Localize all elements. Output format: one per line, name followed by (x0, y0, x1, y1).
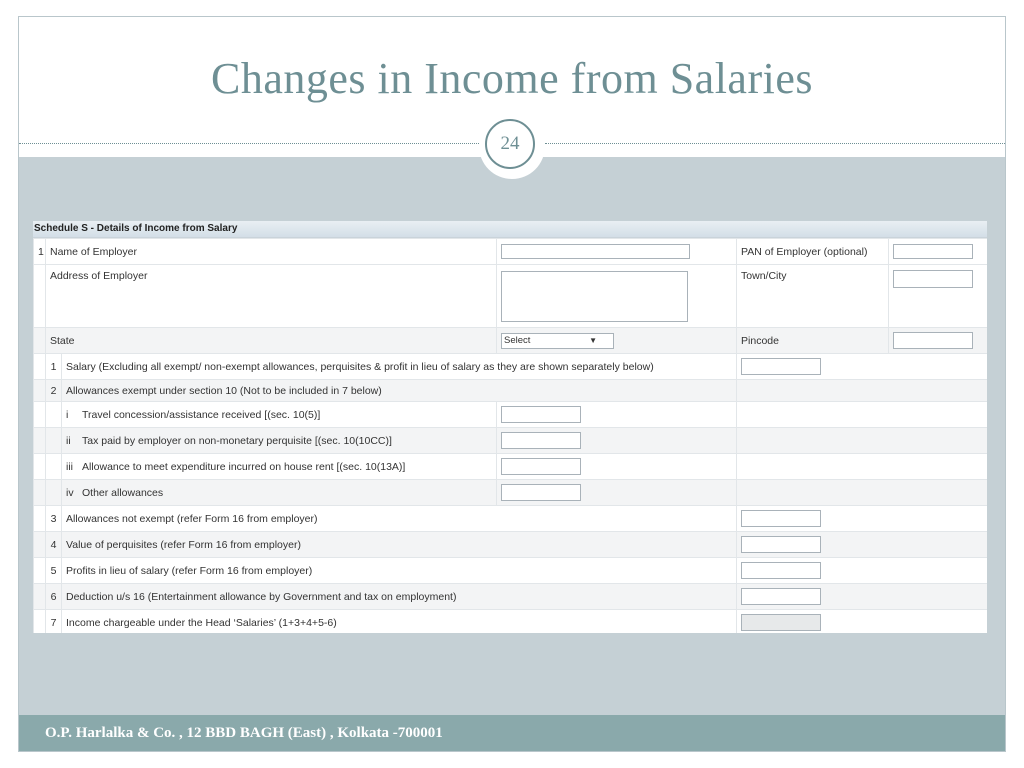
deduction-label: Deduction u/s 16 (Entertainment allowance by Government and tax on employment) (62, 584, 737, 610)
house-rent-allowance-index: iii (66, 460, 73, 473)
allowances-not-exempt-index: 3 (46, 506, 62, 532)
perquisites-index: 4 (46, 532, 62, 558)
allowances-exempt-index: 2 (46, 380, 62, 402)
travel-concession-index: i (66, 408, 69, 421)
employer-name-input[interactable] (501, 244, 690, 259)
employer-index: 1 (34, 239, 46, 265)
employer-name-row (34, 239, 988, 265)
allowances-not-exempt-input[interactable] (741, 510, 821, 527)
town-city-label: Town/City (737, 265, 889, 328)
other-allowances-label: Other allowances (82, 486, 164, 499)
slide-number: 24 (485, 119, 535, 169)
slide-title: Changes in Income from Salaries (210, 54, 813, 103)
employer-address-label: Address of Employer (46, 265, 497, 328)
other-allowances-index: iv (66, 486, 74, 499)
state-select[interactable] (501, 333, 614, 349)
schedule-heading: Schedule S - Details of Income from Salary (33, 221, 987, 238)
tax-paid-perquisite-index: ii (66, 434, 71, 447)
employer-pan-label: PAN of Employer (optional) (737, 239, 889, 265)
salary-row (34, 354, 988, 380)
title-divider-left (19, 143, 479, 144)
employer-address-input[interactable] (501, 271, 688, 322)
slide-number-badge (479, 113, 545, 179)
footer-text: O.P. Harlalka & Co. , 12 BBD BAGH (East) , Kolkata -700001 (45, 725, 443, 741)
tax-paid-perquisite-label: Tax paid by employer on non-monetary perquisite [(sec. 10(10CC)] (82, 434, 392, 447)
profits-label: Profits in lieu of salary (refer Form 16 from employer) (62, 558, 737, 584)
other-allowances-input[interactable] (501, 484, 581, 501)
income-chargeable-index: 7 (46, 610, 62, 634)
state-label: State (46, 328, 497, 354)
schedule-table (33, 238, 987, 633)
travel-concession-label: Travel concession/assistance received [(sec. 10(5)] (82, 408, 321, 421)
title-divider-right (545, 143, 1005, 144)
income-chargeable-output (741, 614, 821, 631)
perquisites-row (34, 532, 988, 558)
house-rent-allowance-row (34, 454, 988, 480)
deduction-row (34, 584, 988, 610)
tax-paid-perquisite-input[interactable] (501, 432, 581, 449)
salary-label: Salary (Excluding all exempt/ non-exempt allowances, perquisites & profit in lieu of salary as they are shown separately below) (62, 354, 737, 380)
footer-bar (19, 715, 1005, 751)
profits-index: 5 (46, 558, 62, 584)
state-row (34, 328, 988, 354)
allowances-exempt-label: Allowances exempt under section 10 (Not to be included in 7 below) (62, 380, 737, 402)
employer-name-label: Name of Employer (46, 239, 497, 265)
perquisites-label: Value of perquisites (refer Form 16 from employer) (62, 532, 737, 558)
pincode-label: Pincode (737, 328, 889, 354)
pincode-input[interactable] (893, 332, 973, 349)
employer-address-row (34, 265, 988, 328)
income-chargeable-row (34, 610, 988, 634)
allowances-not-exempt-label: Allowances not exempt (refer Form 16 from employer) (62, 506, 737, 532)
slide (18, 16, 1006, 752)
house-rent-allowance-label: Allowance to meet expenditure incurred on house rent [(sec. 10(13A)] (82, 460, 406, 473)
deduction-index: 6 (46, 584, 62, 610)
house-rent-allowance-input[interactable] (501, 458, 581, 475)
profits-input[interactable] (741, 562, 821, 579)
salary-index: 1 (46, 354, 62, 380)
dropdown-arrow-icon: ▼ (589, 335, 598, 345)
allowances-exempt-row (34, 380, 988, 402)
schedule-s-form (33, 221, 987, 633)
travel-concession-input[interactable] (501, 406, 581, 423)
employer-pan-input[interactable] (893, 244, 973, 259)
profits-row (34, 558, 988, 584)
tax-paid-perquisite-row (34, 428, 988, 454)
deduction-input[interactable] (741, 588, 821, 605)
other-allowances-row (34, 480, 988, 506)
travel-concession-row (34, 402, 988, 428)
salary-input[interactable] (741, 358, 821, 375)
state-select-value: Select (504, 334, 531, 346)
allowances-not-exempt-row (34, 506, 988, 532)
town-city-input[interactable] (893, 270, 973, 288)
perquisites-input[interactable] (741, 536, 821, 553)
income-chargeable-label: Income chargeable under the Head ‘Salaries’ (1+3+4+5-6) (62, 610, 737, 634)
